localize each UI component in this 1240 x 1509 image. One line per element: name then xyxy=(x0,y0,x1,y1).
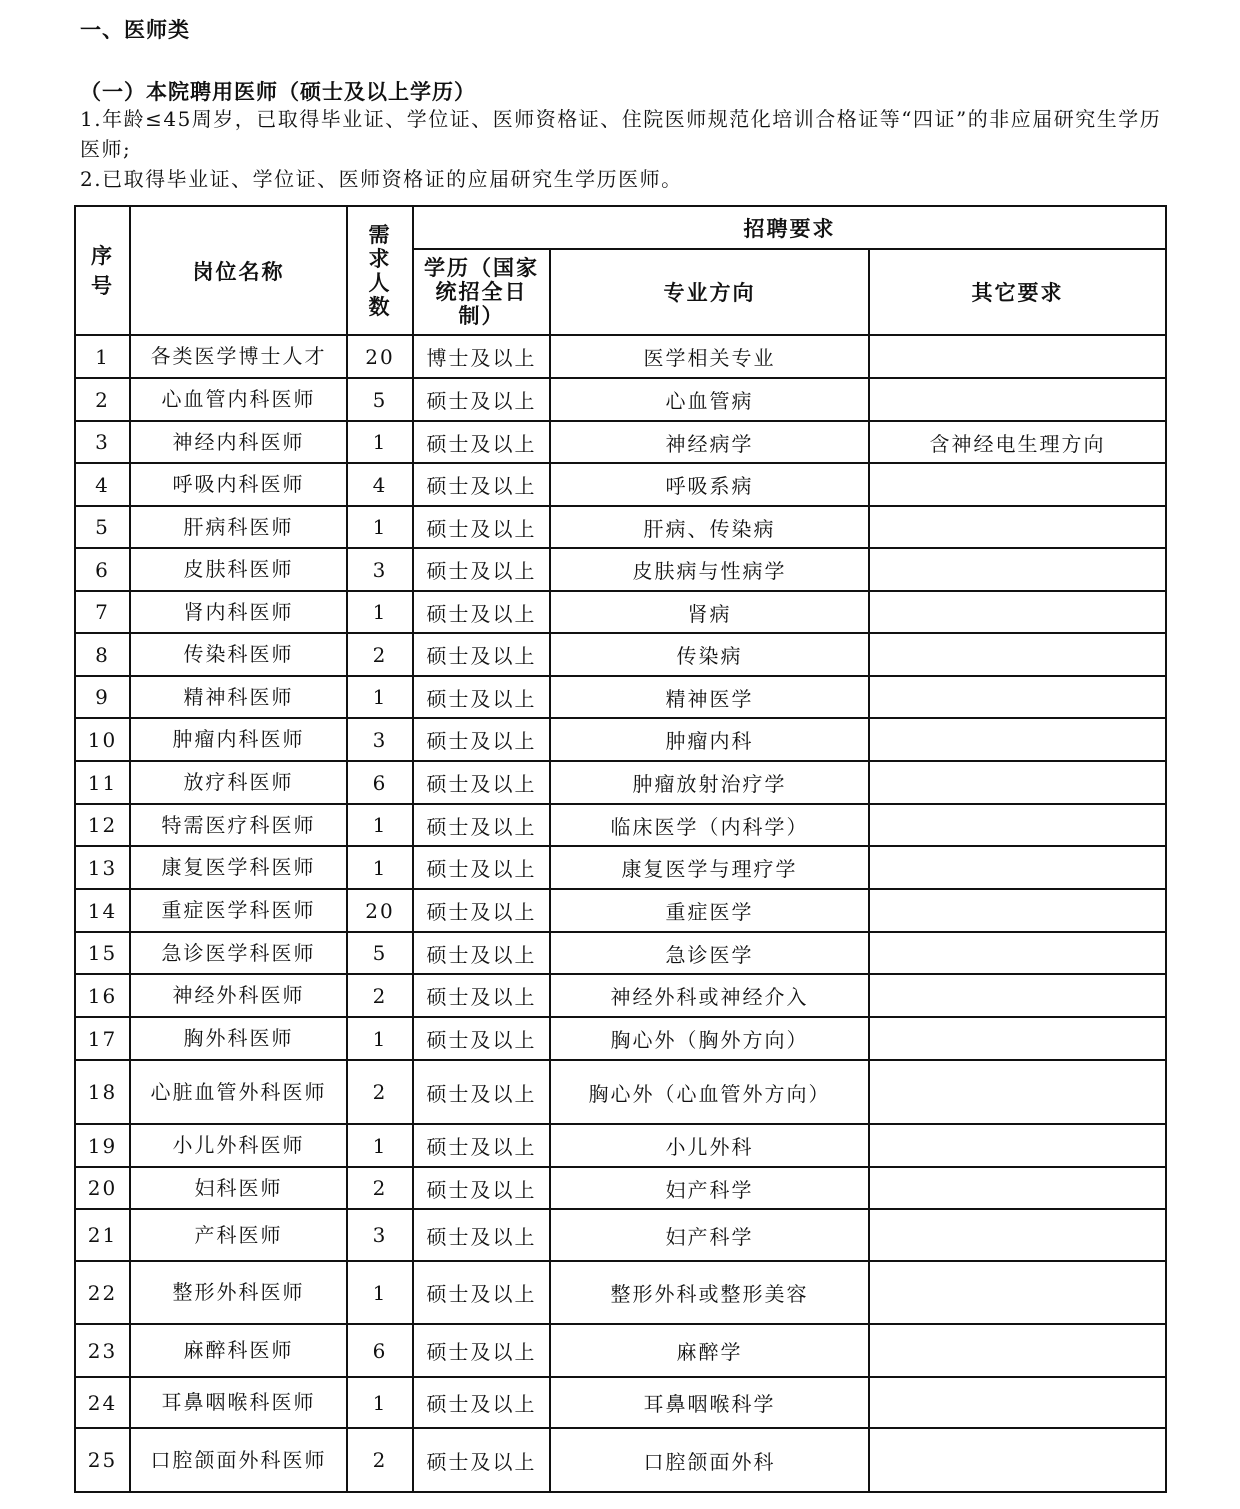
cell-seq: 4 xyxy=(75,463,130,506)
cell-major: 神经病学 xyxy=(550,421,869,463)
table-row xyxy=(75,974,1166,1017)
cell-count: 1 xyxy=(347,1124,413,1167)
cell-count: 1 xyxy=(347,1017,413,1060)
cell-other xyxy=(869,1377,1166,1428)
cell-seq: 15 xyxy=(75,932,130,974)
table-row xyxy=(75,378,1166,421)
cell-seq: 18 xyxy=(75,1060,130,1124)
cell-education: 硕士及以上 xyxy=(413,1060,550,1124)
cell-other xyxy=(869,718,1166,761)
cell-seq: 24 xyxy=(75,1377,130,1428)
table-row xyxy=(75,506,1166,548)
cell-education: 硕士及以上 xyxy=(413,718,550,761)
table-row xyxy=(75,463,1166,506)
cell-major: 小儿外科 xyxy=(550,1124,869,1167)
cell-seq: 16 xyxy=(75,974,130,1017)
cell-position xyxy=(130,932,347,974)
cell-other xyxy=(869,804,1166,846)
cell-major: 康复医学与理疗学 xyxy=(550,846,869,889)
cell-education: 硕士及以上 xyxy=(413,761,550,804)
table-row xyxy=(75,421,1166,463)
cell-other xyxy=(869,506,1166,548)
cell-position xyxy=(130,421,347,463)
cell-education: 硕士及以上 xyxy=(413,1377,550,1428)
cell-count: 1 xyxy=(347,1261,413,1324)
position-label: 特需医疗科医师 xyxy=(161,812,316,837)
table-row xyxy=(75,1017,1166,1060)
cell-major: 肿瘤内科 xyxy=(550,718,869,761)
position-label: 胸外科医师 xyxy=(183,1026,294,1050)
position-label: 急诊医学科医师 xyxy=(161,940,316,965)
position-label: 神经外科医师 xyxy=(172,983,305,1007)
table-row xyxy=(75,548,1166,591)
cell-count: 3 xyxy=(347,548,413,591)
section-heading: 一、医师类 xyxy=(80,18,190,42)
table-row xyxy=(75,676,1166,718)
cell-count: 3 xyxy=(347,718,413,761)
cell-education: 硕士及以上 xyxy=(413,591,550,633)
position-label: 小儿外科医师 xyxy=(172,1133,305,1157)
cell-seq: 20 xyxy=(75,1167,130,1209)
cell-major: 胸心外（心血管外方向） xyxy=(550,1060,869,1124)
cell-seq: 8 xyxy=(75,633,130,676)
cell-seq: 10 xyxy=(75,718,130,761)
header-group: 招聘要求 xyxy=(413,206,1166,249)
position-label: 产科医师 xyxy=(194,1222,283,1247)
cell-seq: 25 xyxy=(75,1428,130,1492)
cell-count: 1 xyxy=(347,591,413,633)
cell-other xyxy=(869,676,1166,718)
cell-count: 20 xyxy=(347,889,413,932)
cell-seq: 6 xyxy=(75,548,130,591)
cell-education: 硕士及以上 xyxy=(413,1209,550,1261)
position-label: 耳鼻咽喉科医师 xyxy=(161,1390,316,1414)
table-row xyxy=(75,804,1166,846)
cell-position xyxy=(130,378,347,421)
position-label: 心血管内科医师 xyxy=(161,387,316,411)
cell-other xyxy=(869,335,1166,378)
cell-count: 2 xyxy=(347,1060,413,1124)
position-label: 肝病科医师 xyxy=(183,514,294,539)
cell-education: 硕士及以上 xyxy=(413,463,550,506)
cell-position xyxy=(130,1167,347,1209)
cell-major: 妇产科学 xyxy=(550,1209,869,1261)
table-row xyxy=(75,1428,1166,1492)
cell-position xyxy=(130,1124,347,1167)
cell-seq: 11 xyxy=(75,761,130,804)
position-label: 呼吸内科医师 xyxy=(172,472,305,496)
table-row xyxy=(75,1261,1166,1324)
cell-count: 2 xyxy=(347,633,413,676)
table-row xyxy=(75,1060,1166,1124)
cell-position xyxy=(130,1324,347,1377)
cell-other xyxy=(869,378,1166,421)
cell-count: 1 xyxy=(347,846,413,889)
cell-major: 临床医学（内科学） xyxy=(550,804,869,846)
cell-education: 硕士及以上 xyxy=(413,1017,550,1060)
cell-other xyxy=(869,1209,1166,1261)
cell-other: 含神经电生理方向 xyxy=(869,421,1166,463)
cell-position xyxy=(130,1428,347,1492)
cell-seq: 12 xyxy=(75,804,130,846)
cell-count: 1 xyxy=(347,506,413,548)
table-row xyxy=(75,633,1166,676)
recruitment-table xyxy=(74,205,1167,1493)
cell-major: 急诊医学 xyxy=(550,932,869,974)
cell-count: 1 xyxy=(347,1377,413,1428)
position-label: 整形外科医师 xyxy=(172,1280,305,1304)
cell-other xyxy=(869,463,1166,506)
cell-major: 传染病 xyxy=(550,633,869,676)
cell-other xyxy=(869,1324,1166,1377)
position-label: 妇科医师 xyxy=(194,1175,283,1200)
cell-position xyxy=(130,676,347,718)
table-row xyxy=(75,718,1166,761)
cell-seq: 5 xyxy=(75,506,130,548)
cell-position xyxy=(130,974,347,1017)
table-row xyxy=(75,761,1166,804)
table-row xyxy=(75,335,1166,378)
header-education: 学历（国家统招全日制） xyxy=(413,249,550,335)
cell-education: 硕士及以上 xyxy=(413,506,550,548)
cell-major: 重症医学 xyxy=(550,889,869,932)
cell-education: 硕士及以上 xyxy=(413,1124,550,1167)
cell-count: 1 xyxy=(347,804,413,846)
table-row xyxy=(75,1209,1166,1261)
cell-major: 肾病 xyxy=(550,591,869,633)
cell-other xyxy=(869,1060,1166,1124)
cell-major: 精神医学 xyxy=(550,676,869,718)
cell-position xyxy=(130,718,347,761)
cell-education: 博士及以上 xyxy=(413,335,550,378)
position-label: 传染科医师 xyxy=(183,642,294,666)
position-label: 各类医学博士人才 xyxy=(150,344,327,368)
cell-major: 胸心外（胸外方向） xyxy=(550,1017,869,1060)
cell-seq: 19 xyxy=(75,1124,130,1167)
cell-count: 2 xyxy=(347,974,413,1017)
subsection-heading: （一）本院聘用医师（硕士及以上学历） xyxy=(80,80,476,104)
cell-seq: 1 xyxy=(75,335,130,378)
cell-count: 5 xyxy=(347,378,413,421)
cell-education: 硕士及以上 xyxy=(413,1261,550,1324)
cell-position xyxy=(130,1377,347,1428)
cell-major: 肿瘤放射治疗学 xyxy=(550,761,869,804)
cell-position xyxy=(130,1261,347,1324)
cell-education: 硕士及以上 xyxy=(413,676,550,718)
cell-seq: 14 xyxy=(75,889,130,932)
position-label: 重症医学科医师 xyxy=(161,898,316,922)
table-row xyxy=(75,1377,1166,1428)
table-row xyxy=(75,591,1166,633)
cell-count: 1 xyxy=(347,421,413,463)
cell-position xyxy=(130,761,347,804)
requirement-2: 2.已取得毕业证、学位证、医师资格证的应届研究生学历医师。 xyxy=(80,167,683,191)
cell-major: 医学相关专业 xyxy=(550,335,869,378)
cell-education: 硕士及以上 xyxy=(413,974,550,1017)
cell-major: 神经外科或神经介入 xyxy=(550,974,869,1017)
position-label: 肿瘤内科医师 xyxy=(172,727,305,751)
cell-education: 硕士及以上 xyxy=(413,548,550,591)
cell-major: 耳鼻咽喉科学 xyxy=(550,1377,869,1428)
cell-count: 6 xyxy=(347,1324,413,1377)
cell-other xyxy=(869,1017,1166,1060)
position-label: 口腔颌面外科医师 xyxy=(150,1447,327,1472)
cell-education: 硕士及以上 xyxy=(413,633,550,676)
cell-position xyxy=(130,1017,347,1060)
cell-major: 肝病、传染病 xyxy=(550,506,869,548)
table-row xyxy=(75,932,1166,974)
cell-major: 呼吸系病 xyxy=(550,463,869,506)
cell-count: 20 xyxy=(347,335,413,378)
cell-seq: 3 xyxy=(75,421,130,463)
cell-position xyxy=(130,1060,347,1124)
cell-major: 皮肤病与性病学 xyxy=(550,548,869,591)
cell-seq: 21 xyxy=(75,1209,130,1261)
cell-education: 硕士及以上 xyxy=(413,804,550,846)
cell-position xyxy=(130,804,347,846)
cell-seq: 23 xyxy=(75,1324,130,1377)
cell-other xyxy=(869,1124,1166,1167)
header-position: 岗位名称 xyxy=(130,206,347,335)
cell-other xyxy=(869,591,1166,633)
cell-other xyxy=(869,1167,1166,1209)
cell-position xyxy=(130,591,347,633)
cell-other xyxy=(869,761,1166,804)
cell-position xyxy=(130,463,347,506)
cell-count: 6 xyxy=(347,761,413,804)
position-label: 神经内科医师 xyxy=(172,429,305,454)
cell-position xyxy=(130,633,347,676)
cell-count: 2 xyxy=(347,1167,413,1209)
cell-count: 5 xyxy=(347,932,413,974)
requirement-1: 1.年龄≤45周岁，已取得毕业证、学位证、医师资格证、住院医师规范化培训合格证等“四证”的非应届研究生学历医师; xyxy=(80,107,1162,161)
cell-education: 硕士及以上 xyxy=(413,1428,550,1492)
header-major: 专业方向 xyxy=(550,249,869,335)
table-row xyxy=(75,846,1166,889)
cell-major: 心血管病 xyxy=(550,378,869,421)
table-row xyxy=(75,1167,1166,1209)
cell-other xyxy=(869,1428,1166,1492)
cell-education: 硕士及以上 xyxy=(413,932,550,974)
cell-count: 3 xyxy=(347,1209,413,1261)
position-label: 麻醉科医师 xyxy=(183,1338,294,1362)
cell-seq: 7 xyxy=(75,591,130,633)
cell-education: 硕士及以上 xyxy=(413,846,550,889)
header-other: 其它要求 xyxy=(869,249,1166,335)
position-label: 心脏血管外科医师 xyxy=(150,1079,327,1104)
cell-count: 1 xyxy=(347,676,413,718)
table-row xyxy=(75,1124,1166,1167)
position-label: 精神科医师 xyxy=(183,684,294,709)
cell-seq: 9 xyxy=(75,676,130,718)
cell-education: 硕士及以上 xyxy=(413,378,550,421)
cell-position xyxy=(130,1209,347,1261)
cell-other xyxy=(869,846,1166,889)
cell-position xyxy=(130,846,347,889)
cell-education: 硕士及以上 xyxy=(413,1324,550,1377)
header-seq: 序号 xyxy=(75,206,130,335)
cell-other xyxy=(869,974,1166,1017)
position-label: 康复医学科医师 xyxy=(161,855,316,879)
cell-major: 整形外科或整形美容 xyxy=(550,1261,869,1324)
position-label: 皮肤科医师 xyxy=(183,557,294,581)
cell-count: 2 xyxy=(347,1428,413,1492)
cell-education: 硕士及以上 xyxy=(413,1167,550,1209)
cell-seq: 2 xyxy=(75,378,130,421)
cell-major: 妇产科学 xyxy=(550,1167,869,1209)
table-body xyxy=(75,335,1166,1492)
table-row xyxy=(75,889,1166,932)
position-label: 放疗科医师 xyxy=(183,770,294,794)
position-label: 肾内科医师 xyxy=(183,599,294,624)
cell-seq: 22 xyxy=(75,1261,130,1324)
cell-position xyxy=(130,506,347,548)
cell-major: 麻醉学 xyxy=(550,1324,869,1377)
cell-position xyxy=(130,889,347,932)
cell-other xyxy=(869,548,1166,591)
cell-other xyxy=(869,889,1166,932)
cell-count: 4 xyxy=(347,463,413,506)
cell-other xyxy=(869,633,1166,676)
cell-seq: 17 xyxy=(75,1017,130,1060)
cell-other xyxy=(869,1261,1166,1324)
cell-major: 口腔颌面外科 xyxy=(550,1428,869,1492)
header-count: 需求人数 xyxy=(347,206,413,335)
cell-education: 硕士及以上 xyxy=(413,889,550,932)
cell-seq: 13 xyxy=(75,846,130,889)
table-row xyxy=(75,1324,1166,1377)
cell-position xyxy=(130,548,347,591)
cell-education: 硕士及以上 xyxy=(413,421,550,463)
cell-position xyxy=(130,335,347,378)
cell-other xyxy=(869,932,1166,974)
